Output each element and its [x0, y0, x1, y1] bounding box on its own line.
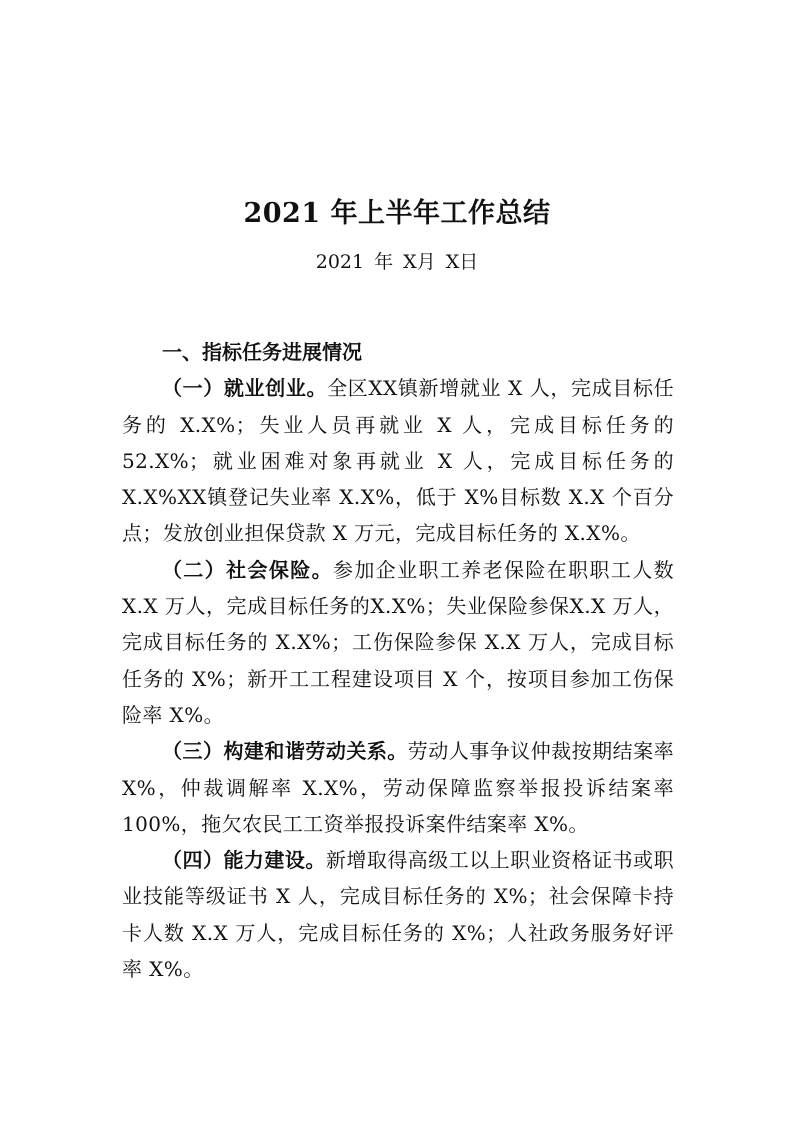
- paragraph-lead: （一）就业创业。: [162, 376, 328, 401]
- paragraph-lead: （二）社会保险。: [162, 557, 333, 582]
- paragraph-lead: （四）能力建设。: [162, 848, 326, 873]
- paragraph-capacity-building: [122, 842, 674, 987]
- paragraph-text: 参加企业职工养老保险在职职工人数X.X 万人，完成目标任务的X.X%；失业保险参保X.X 万人，完成目标任务的 X.X%；工伤保险参保 X.X 万人，完成目标任务的 X%；新开工工程建设项目 X 个，按项目参加工伤保险率 X%。: [122, 557, 675, 727]
- paragraph-social-insurance: [122, 552, 674, 733]
- paragraph-text: 全区XX镇新增就业 X 人，完成目标任务的 X.X%；失业人员再就业 X 人，完成目标任务的 52.X%；就业困难对象再就业 X 人，完成目标任务的 X.X%XX镇登记失业率 X.X%，低于 X%目标数 X.X 个百分点；发放创业担保贷款 X 万元，完成目标任务的 X.X%。: [122, 376, 674, 546]
- document-title: 2021 年上半年工作总结: [243, 198, 551, 229]
- paragraph-text: 劳动人事争议仲裁按期结案率 X%，仲裁调解率 X.X%，劳动保障监察举报投诉结案率 100%，拖欠农民工工资举报投诉案件结案率 X%。: [122, 739, 674, 836]
- document-date: 2021 年 X月 X日: [315, 251, 479, 273]
- paragraph-labor-relations: [122, 733, 674, 842]
- section-heading: 一、指标任务进展情况: [162, 340, 362, 364]
- paragraph-employment: [122, 370, 674, 551]
- paragraph-text: 新增取得高级工以上职业资格证书或职业技能等级证书 X 人，完成目标任务的 X%；社会保障卡持卡人数 X.X 万人，完成目标任务的 X%；人社政务服务好评率 X%。: [122, 848, 674, 982]
- paragraph-lead: （三）构建和谐劳动关系。: [162, 739, 408, 764]
- document-body: [122, 334, 674, 987]
